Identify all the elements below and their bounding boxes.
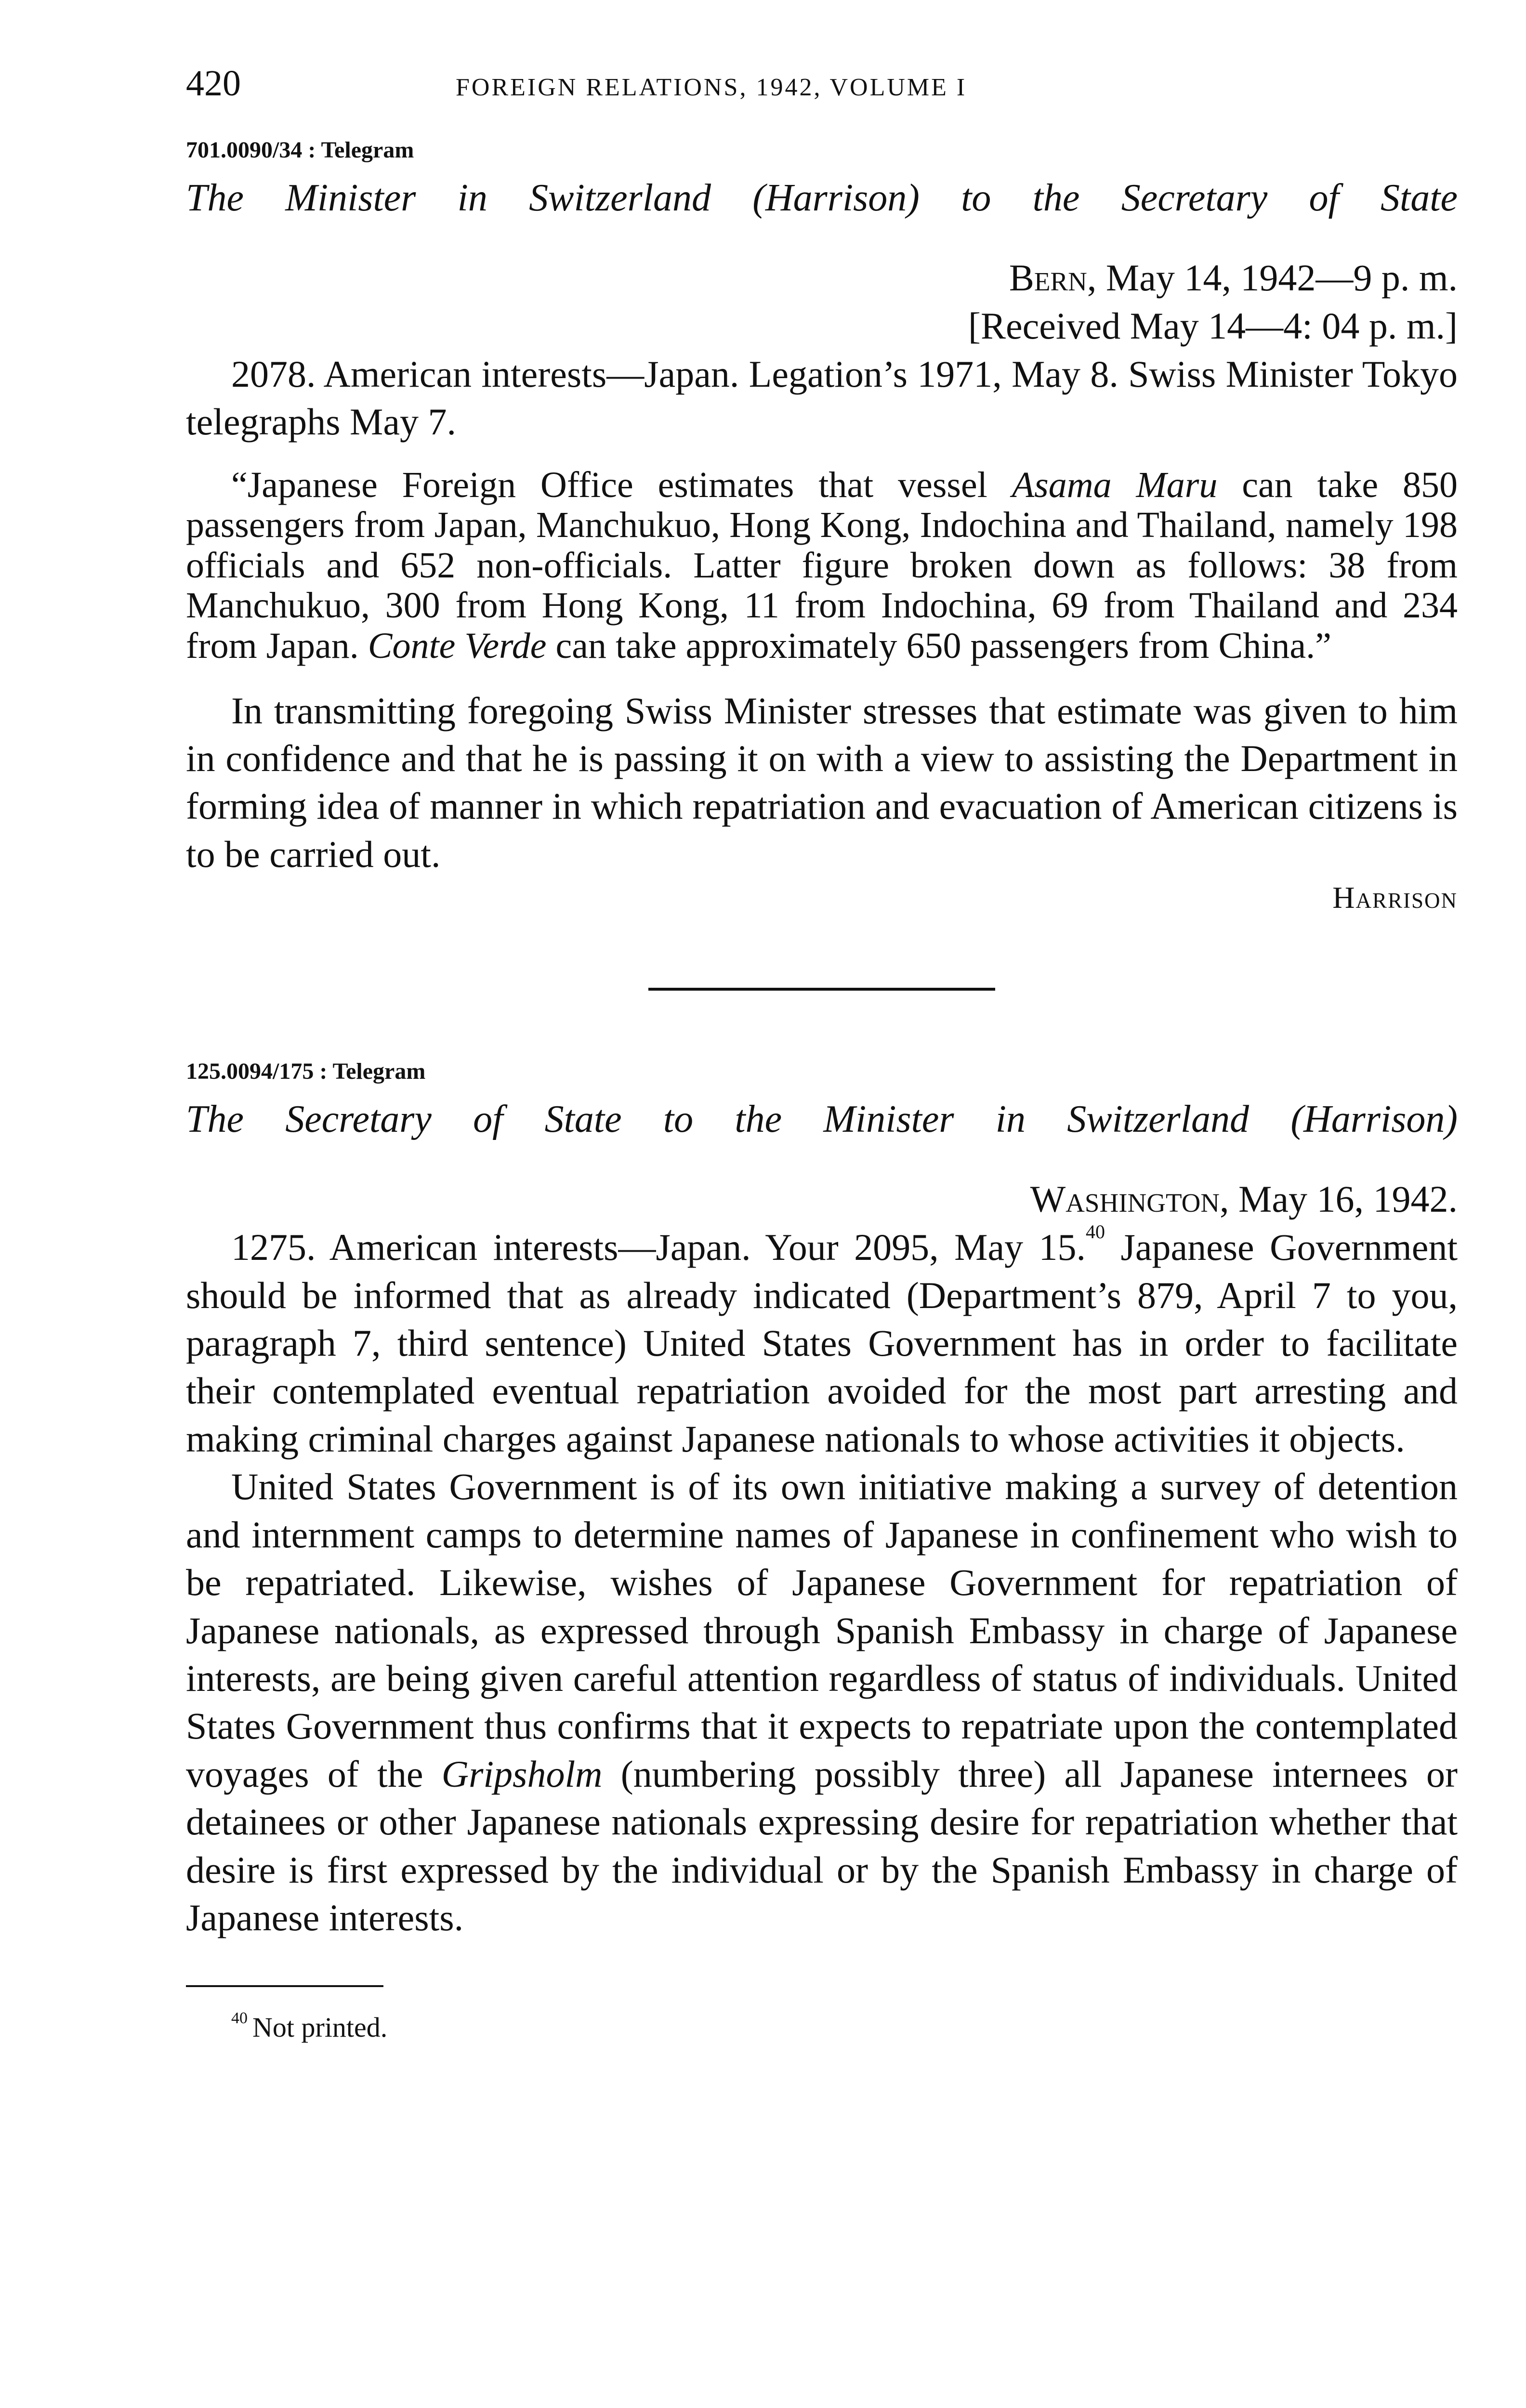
section-divider (648, 988, 995, 991)
paragraph (186, 1463, 1458, 1941)
footnote-number: 40 (231, 2009, 248, 2027)
text-run: can take 850 passengers from Japan, Manchukuo, Hong Kong, Indochina and Thailand, namely 198 officials and 652 non-officials. Latter figure broken down as follows: 38 from Manchukuo, 300 from Hong Kong, 11 from Indochina, 69 from Thailand and 234 from Japan. (186, 464, 1458, 666)
signature: Harrison (1332, 880, 1458, 915)
text-run: can take approximately 650 passengers from China.” (546, 625, 1331, 666)
ship-name: Gripsholm (441, 1753, 603, 1795)
text-run: 1275. American interests—Japan. Your 2095, May 15. (231, 1226, 1086, 1269)
telegram-1 (186, 137, 1458, 916)
paragraph: In transmitting foregoing Swiss Minister stresses that estimate was given to him in confidence and that he is passing it on with a view to assisting the Department in forming idea of manner in which repatriation and evacuation of American citizens is to be carried out. (186, 689, 1458, 875)
dateline (186, 1175, 1458, 1223)
text-run: “Japanese Foreign Office estimates that vessel (231, 464, 1012, 505)
document-id: 125.0094/175 : Telegram (186, 1059, 426, 1085)
document-id: 701.0090/34 : Telegram (186, 137, 414, 163)
dateline-place: Bern (1009, 257, 1087, 299)
page-number: 420 (186, 63, 241, 104)
dateline (186, 254, 1458, 302)
dateline-place: Washington (1030, 1178, 1220, 1220)
footnote-reference: 40 (1086, 1221, 1105, 1243)
paragraph (186, 1223, 1458, 1463)
ship-name: Asama Maru (1012, 464, 1218, 505)
received-line: [Received May 14—4: 04 p. m.] (968, 304, 1458, 347)
page-header (186, 63, 1458, 130)
dateline-date: , May 16, 1942. (1220, 1178, 1458, 1220)
running-head: FOREIGN RELATIONS, 1942, VOLUME I (456, 74, 967, 101)
ship-name: Conte Verde (368, 625, 547, 666)
paragraph: 2078. American interests—Japan. Legation’s 1971, May 8. Swiss Minister Tokyo telegraphs May 7. (186, 353, 1458, 443)
dateline-date: , May 14, 1942—9 p. m. (1087, 257, 1458, 299)
quoted-paragraph (186, 465, 1458, 667)
text-run: Japanese Government should be informed that as already indicated (Department’s 879, April 7 to you, paragraph 7, third sentence) United States Government has in order to facilitate their contemplated eventual repatriation avoided for the most part arresting and making criminal charges against Japanese nationals to whose activities it objects. (186, 1226, 1458, 1460)
footnote-divider (186, 1985, 383, 1987)
text-run: United States Government is of its own initiative making a survey of detention and internment camps to determine names of Japanese in confinement who wish to be repatriated. Likewise, wishes of Japanese Government for repatriation of Japanese nationals, as expressed through Spanish Embassy in charge of Japanese interests, are being given careful attention regardless of status of individuals. United States Government thus confirms that it expects to repatriate upon the contemplated voyages of the (186, 1466, 1458, 1795)
document-title: The Minister in Switzerland (Harrison) to the Secretary of State (186, 177, 1458, 219)
footnote (186, 2011, 1458, 2043)
document-page (186, 63, 1458, 2408)
document-title: The Secretary of State to the Minister in Switzerland (Harrison) (186, 1098, 1458, 1141)
text-run: (numbering possibly three) all Japanese internees or detainees or other Japanese nationals expressing desire for repatriation whether that desire is first expressed by the individual or by the Spanish Embassy in charge of Japanese interests. (186, 1753, 1458, 1939)
footnote-text: Not printed. (252, 2011, 388, 2043)
telegram-2 (186, 1058, 1458, 1941)
